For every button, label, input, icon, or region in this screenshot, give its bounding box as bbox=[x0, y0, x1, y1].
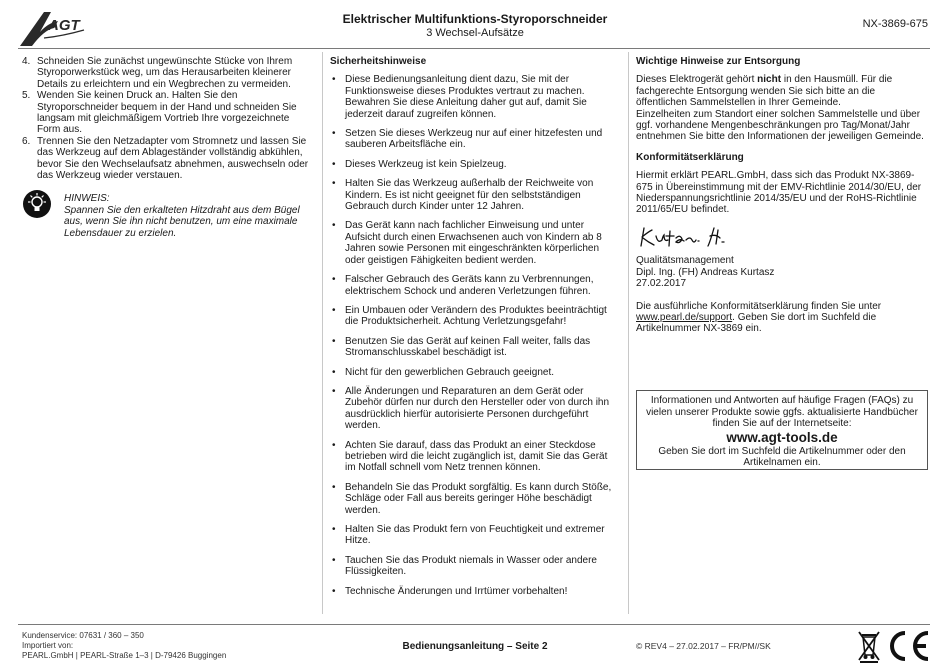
column-divider-2 bbox=[628, 52, 629, 614]
bullet-icon: • bbox=[332, 524, 336, 535]
revision-info: © REV4 – 27.02.2017 – FR/PM//SK bbox=[636, 641, 771, 651]
safety-item: • Nicht für den gewerblichen Gebrauch geeignet. bbox=[332, 366, 555, 378]
safety-item: • Technische Änderungen und Irrtümer vorbehalten! bbox=[332, 585, 568, 597]
bullet-icon: • bbox=[332, 554, 336, 566]
bullet-icon: • bbox=[332, 439, 336, 451]
hint-title: HINWEIS: bbox=[64, 193, 110, 205]
document-title: Elektrischer Multifunktions-Styroporschneider bbox=[342, 12, 608, 26]
column-divider-1 bbox=[322, 52, 323, 614]
signature bbox=[636, 222, 746, 250]
bullet-icon: • bbox=[332, 481, 336, 493]
hint-text: Spannen Sie den erkalteten Hitzdraht aus dem Bügel aus, wenn Sie ihn nicht benutzen, um eine maximale Lebensdauer zu erzielen. bbox=[64, 204, 300, 239]
disposal-text: Dieses Elektrogerät gehört nicht in den Hausmüll. Für die fachgerechte Entsorgung wenden Sie sich bitte an die öffentlichen Sammelstellen in Ihrer Gemeinde. bbox=[636, 74, 893, 109]
model-number: NX-3869-675 bbox=[862, 18, 928, 30]
bullet-icon: • bbox=[332, 304, 336, 316]
lightbulb-icon bbox=[22, 189, 52, 219]
safety-list bbox=[330, 74, 620, 597]
faq-url-link[interactable]: www.agt-tools.de bbox=[726, 429, 838, 445]
signer-role: Qualitätsmanagement bbox=[636, 255, 734, 267]
conformity-heading: Konformitätserklärung bbox=[636, 151, 744, 163]
bullet-icon: • bbox=[332, 335, 336, 347]
bullet-icon: • bbox=[332, 385, 336, 397]
signer-name: Dipl. Ing. (FH) Andreas Kurtasz bbox=[636, 266, 775, 278]
safety-item: • Alle Änderungen und Reparaturen an dem Gerät oder Zubehör dürfen nur durch den Hersteller oder von durch ihn ausdrücklich hierfür autorisierte Personen durchgeführt werden. bbox=[332, 385, 610, 432]
safety-item: • Dieses Werkzeug ist kein Spielzeug. bbox=[332, 158, 507, 170]
step-list bbox=[22, 56, 314, 181]
column-disposal-conformity bbox=[636, 56, 928, 335]
bullet-icon: • bbox=[332, 366, 336, 378]
conformity-text: Hiermit erklärt PEARL.GmbH, dass sich das Produkt NX-3869-675 in Übereinstimmung mit der EMV-Richtlinie 2014/30/EU, der Niederspannungsrichtlinie 2014/35/EU und der RoHS-Richtlinie 2011/65/EU befindet. bbox=[636, 170, 922, 216]
column-instructions bbox=[22, 56, 314, 239]
disposal-text-2: Einzelheiten zum Standort einer solchen Sammelstelle und über ggf. vorhandene Mengenbeschränkungen pro Tag/Monat/Jahr entnehmen Sie bitte den Informationen der jeweiligen Gemeinde. bbox=[636, 108, 924, 143]
faq-box bbox=[636, 390, 928, 470]
bullet-icon: • bbox=[332, 585, 336, 597]
bullet-icon: • bbox=[332, 178, 336, 190]
weee-bin-icon bbox=[857, 629, 881, 663]
bullet-icon: • bbox=[332, 158, 336, 170]
faq-intro: Informationen und Antworten auf häufige Fragen (FAQs) zu vielen unserer Produkte sowie ggfs. aktualisierte Handbücher finden Sie auf der Internetseite: bbox=[646, 395, 918, 430]
faq-instructions: Geben Sie dort im Suchfeld die Artikelnummer oder den Artikelnamen ein. bbox=[658, 445, 906, 469]
bullet-icon: • bbox=[332, 128, 336, 140]
page-label: Bedienungsanleitung – Seite 2 bbox=[402, 641, 548, 652]
step-item: 5. Wenden Sie keinen Druck an. Halten Sie den Styroporschneider bequem in der Hand und schneiden Sie langsam mit gleichmäßigem Vortrieb Ihre vorgezeichnete Form aus. bbox=[22, 90, 297, 136]
column-safety bbox=[330, 56, 620, 605]
safety-item: • Halten Sie das Werkzeug außerhalb der Reichweite von Kindern. Es ist nicht geeignet für den selbstständigen Gebrauch durch Kinder unter 12 Jahren. bbox=[332, 178, 594, 213]
signature-date: 27.02.2017 bbox=[636, 278, 687, 290]
ce-mark-icon bbox=[886, 630, 930, 662]
customer-service: Kundenservice: 07631 / 360 – 350 bbox=[22, 631, 144, 640]
safety-heading: Sicherheitshinweise bbox=[330, 56, 427, 67]
step-item: 4. Schneiden Sie zunächst ungewünschte Stücke von Ihrem Styroporwerkstück weg, um das Herausarbeiten kleinerer Details zu erleichtern und ein Wegbrechen zu vermeiden. bbox=[22, 56, 293, 90]
document-subtitle: 3 Wechsel-Aufsätze bbox=[426, 27, 524, 39]
footer-divider bbox=[18, 624, 930, 625]
conformity-more: Die ausführliche Konformitätserklärung finden Sie unter www.pearl.de/support. Geben Sie dort im Suchfeld die Artikelnummer NX-3869 ein. bbox=[636, 300, 882, 335]
bullet-icon: • bbox=[332, 220, 336, 232]
bullet-icon: • bbox=[332, 274, 336, 286]
safety-item: • Benutzen Sie das Gerät auf keinen Fall weiter, falls das Stromanschlusskabel beschädigt ist. bbox=[332, 335, 591, 359]
safety-item: • Falscher Gebrauch des Geräts kann zu Verbrennungen, elektrischem Schock und anderen Verletzungen führen. bbox=[332, 274, 594, 297]
safety-item: • Behandeln Sie das Produkt sorgfältig. Es kann durch Stöße, Schläge oder Fall aus bereits geringer Höhe beschädigt werden. bbox=[332, 481, 612, 516]
safety-item: • Achten Sie darauf, dass das Produkt an einer Steckdose betrieben wird die leicht zugänglich ist, damit Sie das Gerät im Notfall schnell vom Netz trennen können. bbox=[332, 439, 608, 474]
safety-item: • Das Gerät kann nach fachlicher Einweisung und unter Aufsicht durch einen Erwachsenen auch von Kindern ab 8 Jahren sowie Personen mit eingeschränkten körperlichen oder geistigen Fähigkeiten bedient werden. bbox=[332, 220, 602, 266]
safety-item: • Tauchen Sie das Produkt niemals in Wasser oder andere Flüssigkeiten. bbox=[332, 554, 597, 578]
bullet-icon: • bbox=[332, 74, 336, 86]
importer-address: PEARL.GmbH | PEARL-Straße 1–3 | D-79426 Buggingen bbox=[22, 650, 227, 660]
safety-item: • Diese Bedienungsanleitung dient dazu, Sie mit der Funktionsweise dieses Produktes vertraut zu machen. Bewahren Sie diese Anleitung daher gut auf, damit Sie jederzeit darauf zugreifen können. bbox=[332, 74, 587, 120]
importer-label: Importiert von: bbox=[22, 640, 74, 650]
step-item: 6. Trennen Sie den Netzadapter vom Stromnetz und lassen Sie das Werkzeug auf dem Ablageständer vollständig abkühlen, bevor Sie den Wechselaufsatz abnehmen, auswechseln oder das Werkzeug wieder verstauen. bbox=[22, 135, 309, 182]
safety-item: • Halten Sie das Produkt fern von Feuchtigkeit und extremer Hitze. bbox=[332, 524, 605, 547]
hint-box bbox=[22, 193, 314, 239]
safety-item: • Setzen Sie dieses Werkzeug nur auf einer hitzefesten und sauberen Arbeitsfläche ein. bbox=[332, 128, 603, 151]
header-divider bbox=[18, 48, 930, 49]
disposal-heading: Wichtige Hinweise zur Entsorgung bbox=[636, 56, 801, 67]
safety-item: • Ein Umbauen oder Verändern des Produktes beeinträchtigt die Produktsicherheit. Achtung Verletzungsgefahr! bbox=[332, 304, 607, 328]
logo-text: AGT bbox=[48, 17, 80, 34]
support-link[interactable]: www.pearl.de/support bbox=[636, 311, 733, 323]
